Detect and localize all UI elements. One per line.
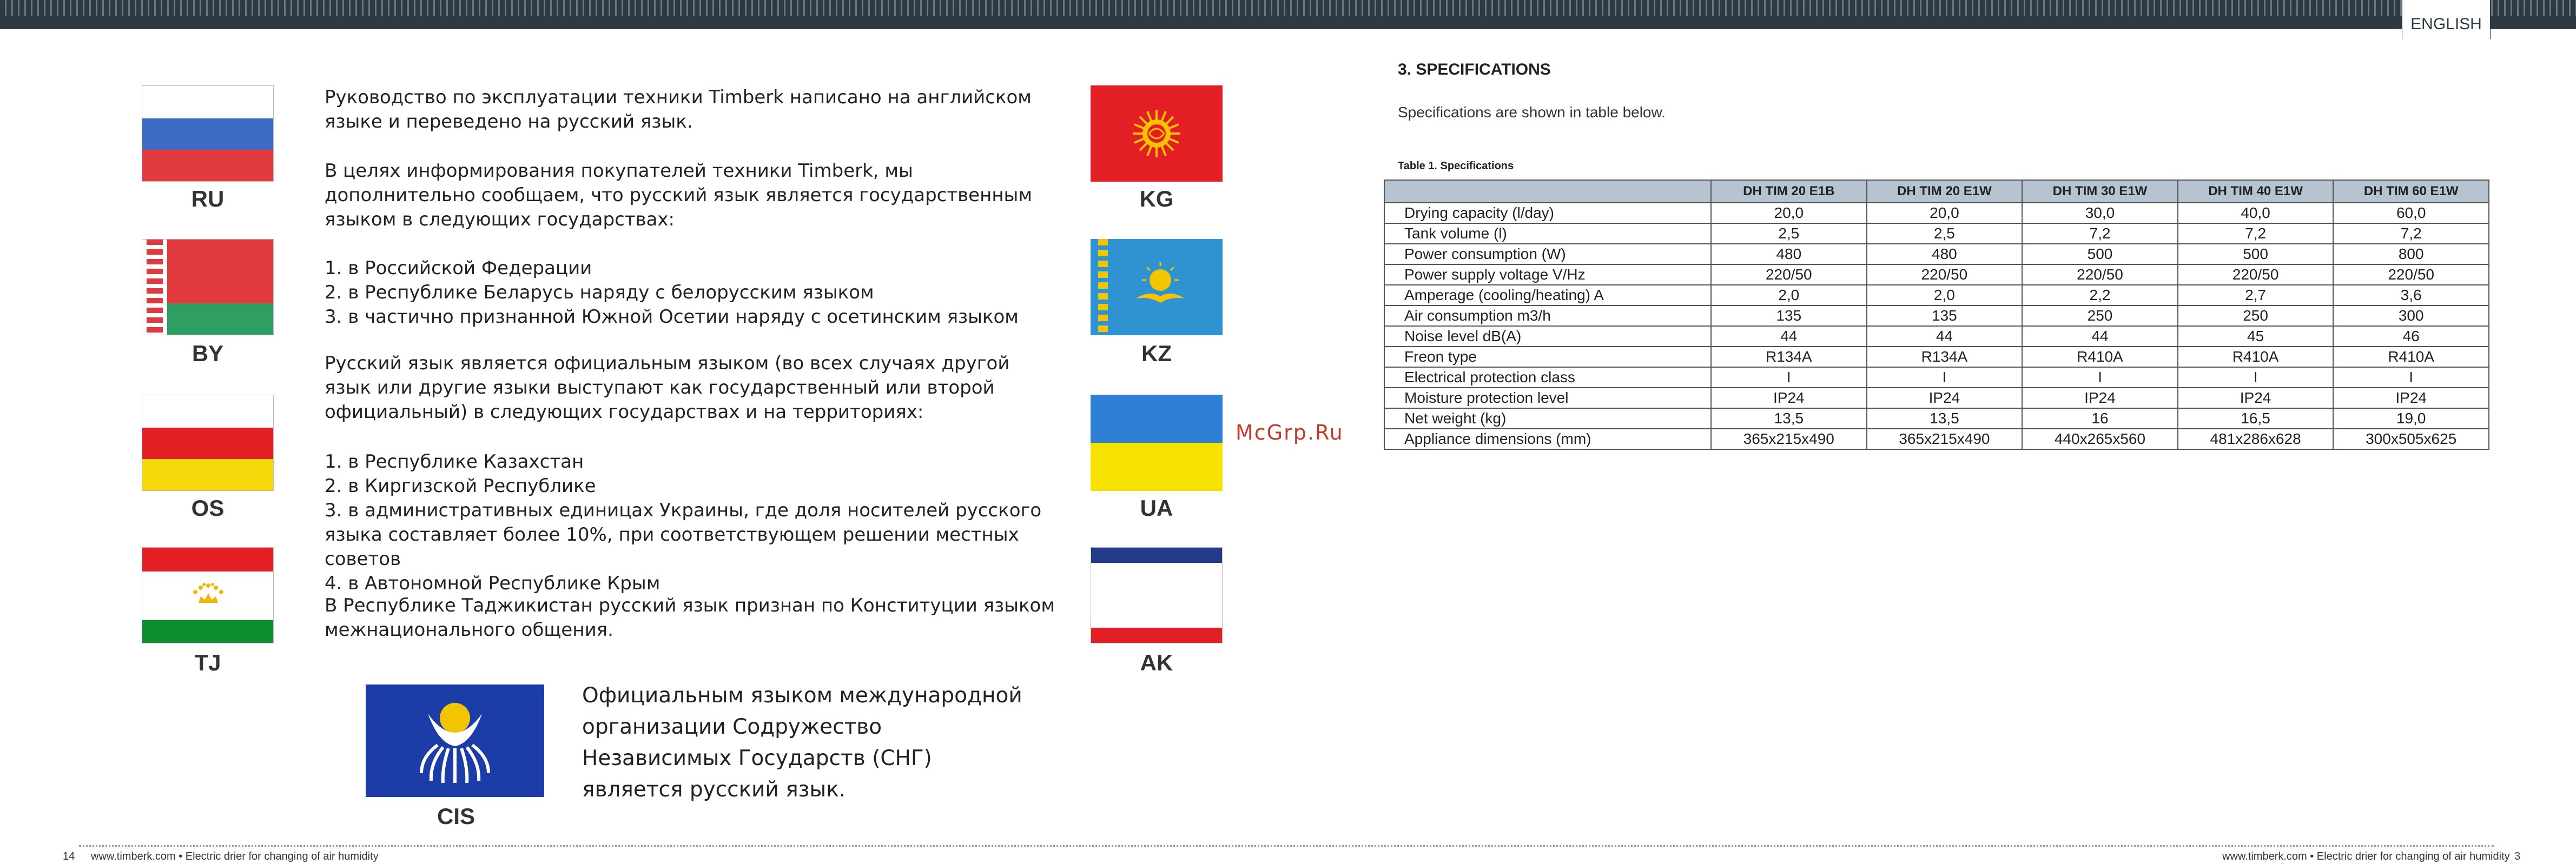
table-cell: R410A	[2022, 347, 2178, 367]
table-cell: 60,0	[2333, 203, 2489, 223]
list-item: 2. в Киргизской Республике	[325, 475, 596, 497]
table-cell: R410A	[2178, 347, 2334, 367]
table-row	[1384, 264, 2489, 285]
list-item: 1. в Российской Федерации	[325, 257, 592, 279]
flag-code-ru: RU	[191, 186, 224, 211]
row-label: Moisture protection level	[1384, 388, 1711, 408]
table-cell: R410A	[2333, 347, 2489, 367]
ukraine-flag	[1091, 395, 1223, 491]
cis-line: Независимых Государств (СНГ)	[582, 746, 932, 770]
table-row	[1384, 305, 2489, 326]
table-cell: 220/50	[1711, 264, 1867, 285]
list-item: 4. в Автономной Республике Крым	[325, 573, 660, 594]
flag-code-by: BY	[191, 341, 224, 366]
row-label: Power supply voltage V/Hz	[1384, 264, 1711, 285]
table-row	[1384, 347, 2489, 367]
list-item: 2. в Республике Беларусь наряду с белорусским языком	[325, 282, 874, 303]
row-label: Drying capacity (l/day)	[1384, 203, 1711, 223]
list-item: 3. в частично признанной Южной Осетии наряду с осетинским языком	[325, 306, 1019, 328]
table-cell: 250	[2022, 305, 2178, 326]
table-cell: 250	[2178, 305, 2334, 326]
russia-flag	[142, 85, 274, 182]
language-tab[interactable]: ENGLISH	[2402, 0, 2491, 39]
sun-icon	[1131, 108, 1183, 159]
table-cell: 500	[2178, 244, 2334, 264]
row-label: Power consumption (W)	[1384, 244, 1711, 264]
column-header	[1384, 180, 1711, 203]
table-cell: IP24	[1867, 388, 2023, 408]
column-header: DH TIM 60 E1W	[2333, 180, 2489, 203]
table-cell: 480	[1711, 244, 1867, 264]
table-row	[1384, 388, 2489, 408]
row-label: Electrical protection class	[1384, 367, 1711, 388]
right-page-number: 3	[2514, 850, 2521, 862]
right-footer-link[interactable]: www.timberk.com • Electric drier for changing of air humidity	[2222, 850, 2510, 862]
table-cell: 19,0	[2333, 408, 2489, 429]
row-label: Tank volume (l)	[1384, 223, 1711, 244]
row-label: Air consumption m3/h	[1384, 305, 1711, 326]
table-cell: 46	[2333, 326, 2489, 347]
table-row	[1384, 285, 2489, 305]
flag-code-ak: AK	[1140, 650, 1173, 675]
row-label: Freon type	[1384, 347, 1711, 367]
table-row	[1384, 326, 2489, 347]
cis-emblem	[366, 684, 544, 797]
row-label: Noise level dB(A)	[1384, 326, 1711, 347]
flag-code-tj: TJ	[194, 650, 221, 675]
column-header: DH TIM 20 E1W	[1867, 180, 2023, 203]
row-label: Net weight (kg)	[1384, 408, 1711, 429]
column-header: DH TIM 20 E1B	[1711, 180, 1867, 203]
table-cell: 220/50	[2333, 264, 2489, 285]
cis-emblem-icon	[412, 692, 498, 789]
south-ossetia-flag	[142, 395, 274, 491]
header-bar-solid	[0, 16, 2576, 29]
table-row	[1384, 367, 2489, 388]
kazakhstan-flag	[1091, 239, 1223, 335]
table-cell: 480	[1867, 244, 2023, 264]
column-header: DH TIM 30 E1W	[2022, 180, 2178, 203]
left-footer-link[interactable]: www.timberk.com • Electric drier for changing of air humidity	[91, 850, 379, 862]
table-cell: 20,0	[1867, 203, 2023, 223]
cis-line: организации Содружество	[582, 715, 882, 739]
table-cell: I	[2333, 367, 2489, 388]
flag-code-cis: CIS	[437, 803, 475, 829]
table-cell: 20,0	[1711, 203, 1867, 223]
table-cell: 300x505x625	[2333, 429, 2489, 449]
table-row	[1384, 429, 2489, 449]
table-cell: 44	[2022, 326, 2178, 347]
table-cell: 365x215x490	[1711, 429, 1867, 449]
column-header: DH TIM 40 E1W	[2178, 180, 2334, 203]
tajikistan-flag	[142, 547, 274, 643]
table-cell: 800	[2333, 244, 2489, 264]
table-cell: 3,6	[2333, 285, 2489, 305]
table-cell: 16,5	[2178, 408, 2334, 429]
table-cell: 365x215x490	[1867, 429, 2023, 449]
table-cell: R134A	[1867, 347, 2023, 367]
table-header-row	[1384, 180, 2489, 203]
table-cell: 500	[2022, 244, 2178, 264]
list-item: 1. в Республике Казахстан	[325, 451, 584, 473]
table-cell: 135	[1711, 305, 1867, 326]
table-cell: 135	[1867, 305, 2023, 326]
flag-code-ua: UA	[1140, 495, 1173, 521]
table-cell: 44	[1867, 326, 2023, 347]
table-cell: 7,2	[2333, 223, 2489, 244]
paragraph-2: В целях информирования покупателей техники Timberk, мы дополнительно сообщаем, что русский язык является государственным языком в следующих государствах:	[325, 160, 1033, 230]
table-cell: I	[2022, 367, 2178, 388]
table-cell: 220/50	[2022, 264, 2178, 285]
belarus-flag	[142, 239, 274, 335]
table-caption: Table 1. Specifications	[1398, 160, 1514, 172]
table-row	[1384, 244, 2489, 264]
sun-eagle-icon	[1131, 257, 1190, 317]
paragraph-3: Русский язык является официальным языком (во всех случаях другой язык или другие языки выступают как государственный или второй официальный) в следующих государствах и на территориях:	[325, 353, 1010, 423]
table-cell: IP24	[1711, 388, 1867, 408]
table-cell: R134A	[1711, 347, 1867, 367]
table-cell: 13,5	[1867, 408, 2023, 429]
table-cell: IP24	[2022, 388, 2178, 408]
table-cell: 2,0	[1867, 285, 2023, 305]
table-cell: 300	[2333, 305, 2489, 326]
cis-line: является русский язык.	[582, 777, 846, 802]
table-cell: 2,2	[2022, 285, 2178, 305]
table-cell: 2,7	[2178, 285, 2334, 305]
table-cell: 2,5	[1867, 223, 2023, 244]
row-label: Appliance dimensions (mm)	[1384, 429, 1711, 449]
table-cell: 40,0	[2178, 203, 2334, 223]
specifications-table	[1384, 180, 2489, 450]
list-2	[325, 450, 1060, 596]
list-1	[325, 256, 1060, 329]
flag-code-os: OS	[191, 495, 224, 521]
table-cell: 45	[2178, 326, 2334, 347]
flag-code-kz: KZ	[1141, 341, 1172, 366]
table-cell: I	[1867, 367, 2023, 388]
table-cell: I	[2178, 367, 2334, 388]
watermark: McGrp.Ru	[1236, 421, 1344, 444]
table-cell: 30,0	[2022, 203, 2178, 223]
table-cell: 7,2	[2022, 223, 2178, 244]
table-cell: 220/50	[2178, 264, 2334, 285]
footer-divider	[79, 845, 2494, 847]
table-cell: 220/50	[1867, 264, 2023, 285]
table-cell: IP24	[2333, 388, 2489, 408]
cis-line: Официальным языком международной	[582, 683, 1022, 708]
table-cell: 44	[1711, 326, 1867, 347]
table-cell: 16	[2022, 408, 2178, 429]
table-row	[1384, 408, 2489, 429]
kyrgyzstan-flag	[1091, 85, 1223, 182]
cis-statement	[582, 680, 1026, 806]
crown-icon	[187, 575, 230, 618]
table-cell: I	[1711, 367, 1867, 388]
section-intro: Specifications are shown in table below.	[1398, 104, 1666, 121]
row-label: Amperage (cooling/heating) A	[1384, 285, 1711, 305]
table-cell: 481x286x628	[2178, 429, 2334, 449]
table-row	[1384, 223, 2489, 244]
table-cell: 440x265x560	[2022, 429, 2178, 449]
table-cell: 2,5	[1711, 223, 1867, 244]
paragraph-1: Руководство по эксплуатации техники Timberk написано на английском языке и переведено на русский язык.	[325, 87, 1032, 132]
left-page-number: 14	[63, 850, 75, 862]
flag-code-kg: KG	[1139, 186, 1174, 211]
paragraph-4: В Республике Таджикистан русский язык признан по Конституции языком межнационального общения.	[325, 595, 1055, 641]
table-cell: 2,0	[1711, 285, 1867, 305]
crimea-flag	[1091, 547, 1223, 643]
table-row	[1384, 203, 2489, 223]
section-title: 3. SPECIFICATIONS	[1398, 61, 1551, 78]
table-cell: IP24	[2178, 388, 2334, 408]
table-cell: 7,2	[2178, 223, 2334, 244]
list-item: 3. в административных единицах Украины, где доля носителей русского языка составляет более 10%, при соответствующем решении местных советов	[325, 500, 1042, 570]
table-cell: 13,5	[1711, 408, 1867, 429]
